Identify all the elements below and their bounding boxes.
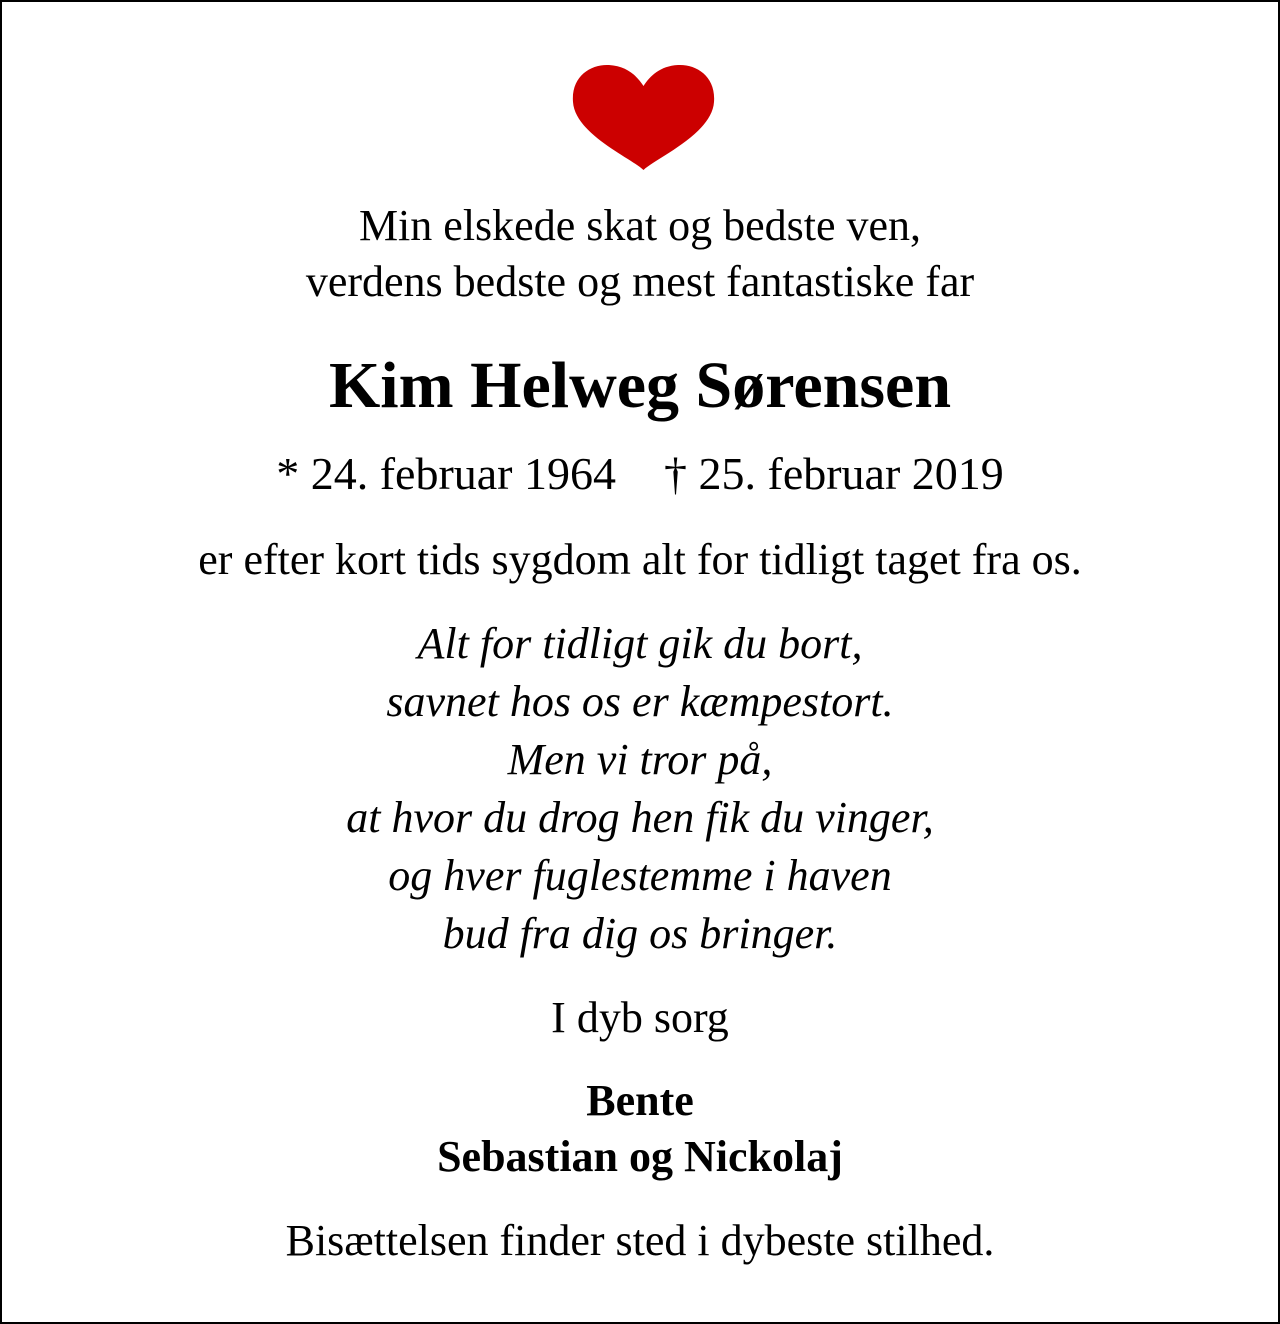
poem-line: og hver fuglestemme i haven bbox=[388, 851, 892, 900]
death-date: † 25. februar 2019 bbox=[664, 448, 1004, 499]
intro-line-2: verdens bedste og mest fantastiske far bbox=[305, 257, 975, 306]
heart-icon bbox=[571, 62, 716, 172]
birth-date: * 24. februar 1964 bbox=[276, 448, 616, 499]
family-line-1: Bente bbox=[586, 1076, 694, 1125]
intro-line-1: Min elskede skat og bedste ven, bbox=[358, 201, 922, 250]
heart-shape bbox=[573, 65, 714, 170]
poem-line: Alt for tidligt gik du bort, bbox=[417, 619, 863, 668]
poem-line: bud fra dig os bringer. bbox=[442, 909, 838, 958]
sorrow-text: I dyb sorg bbox=[551, 993, 729, 1042]
death-notice: er efter kort tids sygdom alt for tidligt taget fra os. bbox=[198, 535, 1082, 584]
poem-line: savnet hos os er kæmpestort. bbox=[386, 677, 894, 726]
poem-line: Men vi tror på, bbox=[507, 735, 773, 784]
family-names bbox=[2, 1073, 1278, 1185]
life-dates bbox=[2, 446, 1278, 502]
family-line-2: Sebastian og Nickolaj bbox=[437, 1132, 843, 1181]
funeral-notice: Bisættelsen finder sted i dybeste stilhed. bbox=[285, 1216, 995, 1265]
deceased-name: Kim Helweg Sørensen bbox=[328, 349, 952, 422]
poem-line: at hvor du drog hen fik du vinger, bbox=[346, 793, 934, 842]
intro-text bbox=[2, 198, 1278, 310]
memorial-poem bbox=[2, 615, 1278, 963]
